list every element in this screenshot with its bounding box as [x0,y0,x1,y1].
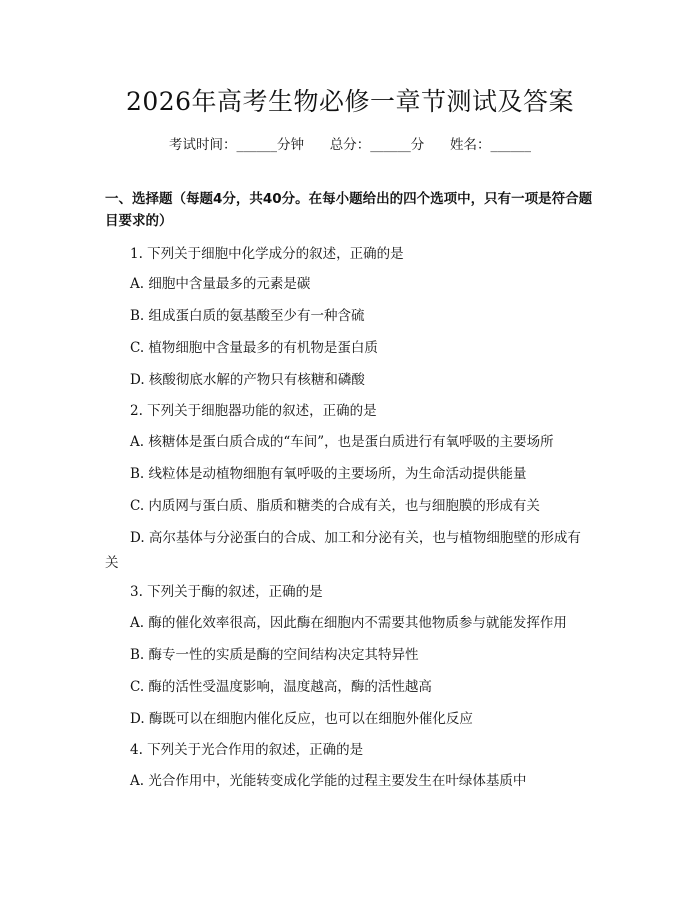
option-d-continuation: 关 [105,555,119,571]
option-c: C. 内质网与蛋白质、脂质和糖类的合成有关，也与细胞膜的形成有关 [130,498,540,514]
option-b: B. 组成蛋白质的氨基酸至少有一种含硫 [130,308,365,324]
question-stem: 1. 下列关于细胞中化学成分的叙述，正确的是 [130,246,404,262]
page-title: 2026年高考生物必修一章节测试及答案 [125,87,575,116]
question-stem: 3. 下列关于酶的叙述，正确的是 [130,584,323,600]
exam-meta-line: 考试时间：______分钟 总分：______分 姓名：______ [169,137,531,153]
option-c: C. 植物细胞中含量最多的有机物是蛋白质 [130,340,378,356]
question-stem: 2. 下列关于细胞器功能的叙述，正确的是 [130,403,377,419]
option-c: C. 酶的活性受温度影响，温度越高，酶的活性越高 [130,679,432,695]
option-a: A. 核糖体是蛋白质合成的“车间”，也是蛋白质进行有氧呼吸的主要场所 [130,434,554,450]
option-b: B. 线粒体是动植物细胞有氧呼吸的主要场所，为生命活动提供能量 [130,466,527,482]
option-d: D. 酶既可以在细胞内催化反应，也可以在细胞外催化反应 [130,711,473,727]
option-b: B. 酶专一性的实质是酶的空间结构决定其特异性 [130,647,419,663]
question-stem: 4. 下列关于光合作用的叙述，正确的是 [130,742,364,758]
section-heading: 一、选择题（每题4分，共40分。在每小题给出的四个选项中，只有一项是符合题目要求的） [105,191,593,229]
option-a: A. 光合作用中，光能转变成化学能的过程主要发生在叶绿体基质中 [130,773,527,789]
option-a: A. 酶的催化效率很高，因此酶在细胞内不需要其他物质参与就能发挥作用 [130,615,567,631]
option-d: D. 高尔基体与分泌蛋白的合成、加工和分泌有关，也与植物细胞壁的形成有 [130,530,581,546]
option-d: D. 核酸彻底水解的产物只有核糖和磷酸 [130,372,365,388]
option-a: A. 细胞中含量最多的元素是碳 [130,276,311,292]
